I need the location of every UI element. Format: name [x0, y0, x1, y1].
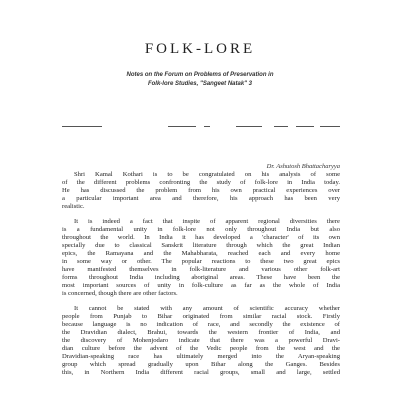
subtitle-line-2: Folk-lore Studies, "Sangeet Natak" 3	[147, 81, 253, 87]
paragraph-line: Dravidian-speaking race has ultimately merged into the Aryan-speaking	[62, 353, 340, 360]
paragraph-line: this, in Northern India different racial groups, small and large, settled	[62, 369, 340, 376]
paragraph-line: the Dravidian dialect, Brahui, towards the western frontier of India, and	[62, 329, 340, 336]
article-paragraph	[62, 171, 340, 211]
separator-rule	[168, 126, 196, 127]
paragraph-line: is concerned, though there are other factors.	[62, 290, 178, 297]
article-paragraph	[62, 305, 340, 377]
subtitle-line-1: Notes on the Forum on Problems of Preservation in	[126, 72, 274, 78]
separator-rules	[62, 126, 340, 128]
paragraph-line: specially due to classical Sanskrit literature through which the great Indian	[62, 242, 340, 249]
article-body	[62, 171, 340, 384]
separator-rule	[236, 126, 262, 127]
paragraph-line: epics, the Ramayana and the Mahabharata, reached each and every home	[62, 250, 340, 257]
paragraph-line: people from Punjab to Bihar originated from similar racial stock. Firstly	[62, 313, 340, 320]
author-name: Dr. Ashutosh Bhattacharyya	[266, 163, 340, 170]
paragraph-line: in some way or other. The popular reactions to these two great epics	[62, 258, 340, 265]
paragraph-line: realistic.	[62, 203, 85, 210]
article-title: FOLK-LORE	[144, 41, 256, 57]
separator-rule	[274, 126, 288, 127]
paragraph-line: dian culture before the advent of the Vedic people from the west and the	[62, 345, 340, 352]
separator-rule	[204, 126, 210, 127]
paragraph-line: Shri Kamal Kothari is to be congratulated on his analysis of some	[74, 171, 340, 178]
paragraph-line: a particular important area and therefore, his approach has been very	[62, 195, 340, 202]
paragraph-line: He has discussed the problem from his own practical experiences over	[62, 187, 340, 194]
paragraph-line: the discovery of Mohenjodaro indicate that there was a powerful Dravi-	[62, 337, 340, 344]
article-paragraph	[62, 218, 340, 298]
paragraph-line: have manifested themselves in folk-literature and various other folk-art	[62, 266, 340, 273]
paragraph-line: It cannot be stated with any amount of scientific accuracy whether	[74, 305, 340, 312]
paragraph-line: group which spread gradually upon Bihar along the Ganges. Besides	[62, 361, 340, 368]
article-subtitle	[82, 71, 318, 89]
paragraph-line: of the different problems confronting the study of folk-lore in India today.	[62, 179, 340, 186]
paragraph-line: is a fundamental unity in folk-lore not only throughout India but also	[62, 226, 340, 233]
paragraph-line: It is indeed a fact that inspite of apparent regional diversities there	[74, 218, 340, 225]
paragraph-line: forms throughout India including aboriginal areas. These have been the	[62, 274, 340, 281]
separator-rule	[62, 126, 102, 127]
paragraph-line: throughout the world. In India it has developed a 'character' of its own	[62, 234, 340, 241]
paragraph-line: most important sources of unity in folk-culture as far as the whole of India	[62, 282, 340, 289]
separator-rule	[320, 126, 340, 127]
paragraph-line: because language is no indication of race, and secondly the existence of	[62, 321, 340, 328]
separator-rule	[296, 126, 314, 127]
